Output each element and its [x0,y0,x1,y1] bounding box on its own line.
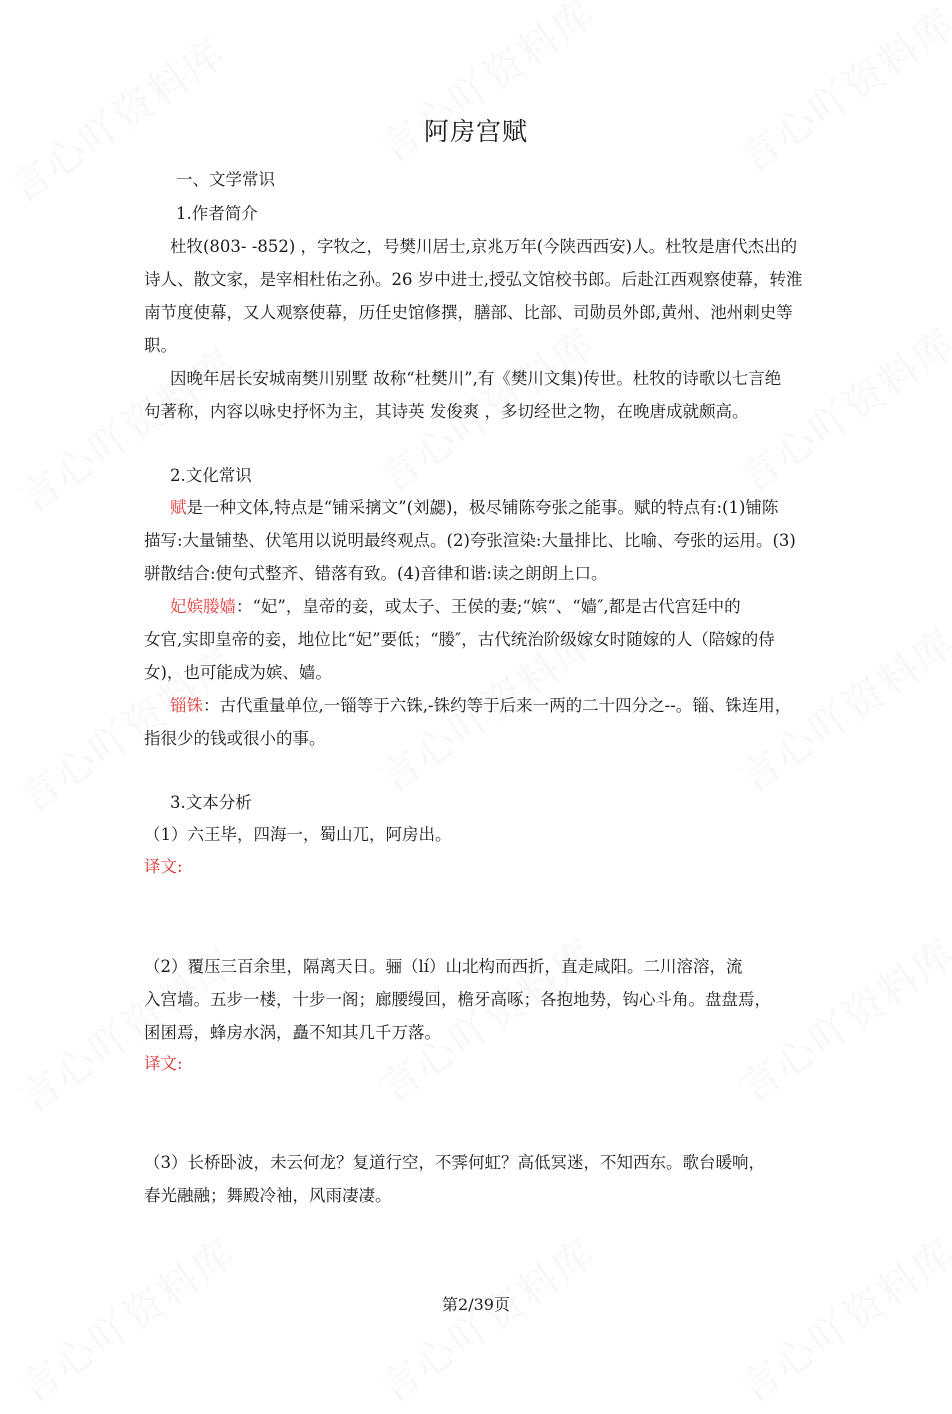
analysis-item-3-line: （3）长桥卧波，未云何龙？复道行空，不霁何虹？高低冥迷，不知西东。歌台暖响， [144,1153,765,1172]
translation-label: 译文: [144,857,183,876]
term-zizhu: 锱铢 [170,696,203,715]
culture-fu-line: 骈散结合:使句式整齐、错落有致。(4)音律和谐:读之朗朗上口。 [144,564,608,583]
translation-label: 译文: [144,1054,183,1073]
analysis-item-1-line: （1）六王毕，四海一，蜀山兀，阿房出。 [144,825,452,844]
term-fu: 赋 [170,498,187,517]
author-para-line: 句著称，内容以咏史抒怀为主，其诗英 发俊爽 ，多切经世之物，在晚唐成就颇高。 [144,402,749,421]
culture-fu-line [170,494,778,518]
document-title: 阿房宫赋 [423,117,528,146]
culture-fei-line: 女)，也可能成为嫔、嫱。 [144,663,332,682]
subsection-heading-analysis: 3.文本分析 [170,793,252,812]
author-para-line: 职。 [144,336,177,355]
analysis-item-2-line: 入宫墙。五步一楼，十步一阁；廊腰缦回，檐牙高啄；各抱地势，钩心斗角。盘盘焉， [144,990,771,1009]
term-fei-pin: 妃嫔媵嫱 [170,597,236,616]
term-fei-pin-definition: ：“妃”，皇帝的妾，或太子、王侯的妻;“嫔“、“嫱″,都是古代宫廷中的 [236,597,741,616]
author-para-line: 南节度使幕，又人观察使幕，历任史馆修撰，膳部、比部、司勋员外郎,黄州、池州刺史等 [144,303,793,322]
analysis-item-2-line: （2）覆压三百余里，隔离天日。骊（lí）山北构而西折，直走咸阳。二川溶溶，流 [144,957,743,976]
culture-fu-line: 描写:大量铺垫、伏笔用以说明最终观点。(2)夸张渲染:大量排比、比喻、夸张的运用。(3) [144,531,796,550]
culture-zizhu-line: 指很少的钱或很小的事。 [144,729,326,748]
culture-zizhu-line [170,692,791,716]
author-para-line: 因晚年居长安城南樊川别墅 故称“杜樊川”,有《樊川文集)传世。杜牧的诗歌以七言绝 [170,369,782,388]
culture-fei-line: 女官,实即皇帝的妾，地位比“妃”要低；“媵″，古代统治阶级嫁女时随嫁的人（陪嫁的侍 [144,630,775,649]
author-para-line: 杜牧(803- -852) ，字牧之，号樊川居士,京兆万年(今陕西西安)人。杜牧是唐代杰出的 [170,237,798,256]
author-para-line: 诗人、散文家，是宰相杜佑之孙。26 岁中进士,授弘文馆校书郎。后赴江西观察使幕，转淮 [144,270,803,289]
term-fu-definition: 是一种文体,特点是“铺采摛文”(刘勰)，极尽铺陈夸张之能事。赋的特点有:(1)铺陈 [186,498,779,517]
term-zizhu-definition: ：古代重量单位,一锱等于六铢,-铢约等于后来一两的二十四分之--。锱、铢连用， [203,696,792,715]
analysis-item-2-line: 囷囷焉，蜂房水涡，矗不知其几千万落。 [144,1023,441,1042]
section-heading: 一、文学常识 [176,170,275,189]
page-number: 第2/39页 [442,1295,510,1314]
subsection-heading-author: 1.作者简介 [176,204,258,223]
culture-fei-line [170,593,741,617]
analysis-item-3-line: 春光融融；舞殿冷袖，风雨凄凄。 [144,1186,392,1205]
subsection-heading-culture: 2.文化常识 [170,466,252,485]
